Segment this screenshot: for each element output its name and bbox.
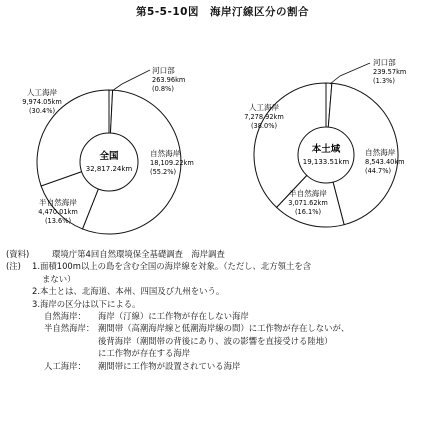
def-desc: 海岸（汀線）に工作物が存在しない海岸: [98, 310, 249, 321]
source-text: 環境庁第4回自然環境保全基礎調査 海岸調査: [52, 249, 225, 259]
callout-line: [330, 63, 370, 84]
note-item-2: 2.本土とは、北海道、本州、四国及び九州をいう。: [32, 286, 225, 297]
slice-label-length: 18,109.22km: [150, 159, 194, 167]
def-natural: [2, 310, 442, 322]
def-semi-natural: [2, 322, 442, 334]
def-term: 自然海岸：: [44, 310, 86, 321]
def-desc: 後背海岸（潮間帯の背後にあり、波の影響を直接受ける陸地）: [98, 335, 333, 346]
chart-title: 第5-5-10図 海岸汀線区分の割合: [136, 6, 309, 18]
slice-label-length: 263.96km: [152, 76, 186, 84]
source-label: (資料): [6, 249, 30, 259]
note-row-1: [2, 260, 442, 272]
pie-center-circle: [298, 127, 354, 183]
slice-label-name: 人工海岸: [26, 88, 58, 97]
slice-label-name: 半自然海岸: [289, 189, 327, 198]
slice-label-length: 9,974.05km: [22, 98, 62, 106]
slice-label-pct: (30.4%): [28, 107, 56, 115]
slice-label-pct: (0.8%): [152, 85, 174, 93]
note-row-1-cont: [2, 273, 442, 285]
note-row-3: [2, 298, 442, 310]
slice-label-pct: (44.7%): [365, 167, 392, 175]
def-desc: に工作物が存在する海岸: [98, 348, 191, 359]
slice-label-pct: (1.3%): [373, 77, 395, 85]
pie-chart-1: [22, 65, 194, 234]
notes: [2, 248, 442, 372]
slice-label-name: 半自然海岸: [39, 198, 77, 207]
def-term: 人工海岸：: [44, 360, 86, 371]
slice-label-name: 河口部: [373, 58, 396, 67]
pie-center-total: 32,817.24km: [85, 165, 133, 173]
slice-label-length: 3,071.62km: [288, 199, 328, 207]
note-item-3: 3.海岸の区分は以下による。: [32, 298, 141, 309]
def-term: 半自然海岸：: [44, 323, 95, 334]
note-item-1-cont: まない）: [42, 273, 76, 284]
slice-label-length: 4,470.01km: [38, 208, 78, 216]
def-semi-natural-cont2: [2, 347, 442, 359]
source-row: [2, 248, 442, 260]
def-desc: 潮間帯に工作物が設置されている海岸: [98, 360, 241, 371]
pie-center-label: 全国: [99, 151, 119, 162]
slice-label-name: 人工海岸: [248, 103, 280, 112]
slice-label-name: 河口部: [152, 66, 175, 75]
pie-center-total: 19,133.51km: [302, 158, 350, 166]
slice-label-pct: (38.0%): [250, 122, 278, 130]
pie-center-label: 本土域: [311, 144, 341, 155]
slice-label-name: 自然海岸: [150, 149, 181, 158]
slice-label-pct: (55.2%): [150, 168, 177, 176]
def-semi-natural-cont1: [2, 335, 442, 347]
pie-center-circle: [80, 133, 138, 191]
slice-label-name: 自然海岸: [365, 148, 396, 157]
slice-label-pct: (13.6%): [44, 217, 72, 225]
slice-label-length: 8,543.40km: [365, 158, 405, 166]
note-row-2: [2, 285, 442, 297]
note-label: (注): [6, 261, 21, 272]
slice-label-length: 7,278.92km: [244, 113, 284, 121]
callout-line: [112, 70, 150, 91]
slice-label-pct: (16.1%): [294, 208, 322, 216]
note-item-1: 1.面積100m以上の島を含む全国の海岸線を対象。（ただし、北方領土を含: [32, 261, 312, 272]
def-desc: 潮間帯（高潮海岸線と低潮海岸線の間）に工作物が存在しないが、: [98, 323, 350, 334]
pie-chart-2: [244, 57, 406, 227]
def-artificial: [2, 360, 442, 372]
slice-label-length: 239.57km: [373, 68, 407, 76]
